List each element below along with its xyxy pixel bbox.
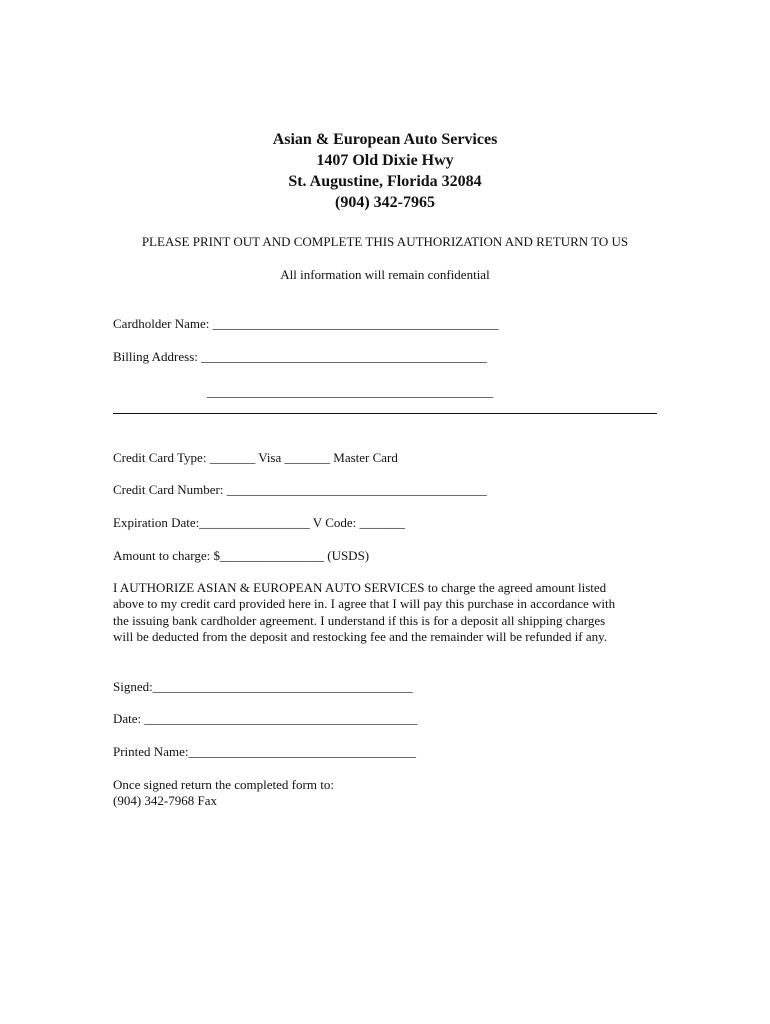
section-divider (113, 413, 657, 414)
authorization-paragraph: I AUTHORIZE ASIAN & EUROPEAN AUTO SERVICES to charge the agreed amount listed above to my credit card provided here in. I agree that I will pay this purchase in accordance with the issuing bank cardholder agreement. I understand if this is for a deposit all shipping charges will be deducted from the deposit and restocking fee and the remainder will be refunded if any. (113, 580, 616, 644)
return-instructions: Once signed return the completed form to: (113, 777, 334, 792)
billing-address-field[interactable]: Billing Address: ____________________________________________ (113, 349, 488, 364)
card-number-field[interactable]: Credit Card Number: ________________________________________ (113, 482, 487, 497)
amount-field[interactable]: Amount to charge: $________________ (USDS) (113, 548, 370, 563)
instructions-text: PLEASE PRINT OUT AND COMPLETE THIS AUTHORIZATION AND RETURN TO US (141, 234, 629, 249)
confidential-note: All information will remain confidential (280, 267, 490, 282)
card-type-field[interactable]: Credit Card Type: _______ Visa _______ Master Card (113, 450, 398, 465)
printed-name-field[interactable]: Printed Name:___________________________________ (113, 744, 416, 759)
company-phone: (904) 342-7965 (335, 194, 435, 211)
expiration-vcode-field[interactable]: Expiration Date:_________________ V Code: _______ (113, 515, 405, 530)
company-city: St. Augustine, Florida 32084 (288, 173, 482, 190)
cardholder-name-field[interactable]: Cardholder Name: ____________________________________________ (113, 316, 499, 331)
return-fax-number: (904) 342-7968 Fax (113, 793, 217, 808)
company-name: Asian & European Auto Services (272, 131, 498, 148)
company-street: 1407 Old Dixie Hwy (316, 152, 454, 169)
signed-field[interactable]: Signed:________________________________________ (113, 679, 413, 694)
company-header (0, 129, 770, 213)
billing-address-line-2-field[interactable]: ____________________________________________ (207, 384, 493, 399)
date-field[interactable]: Date: __________________________________________ (113, 711, 418, 726)
